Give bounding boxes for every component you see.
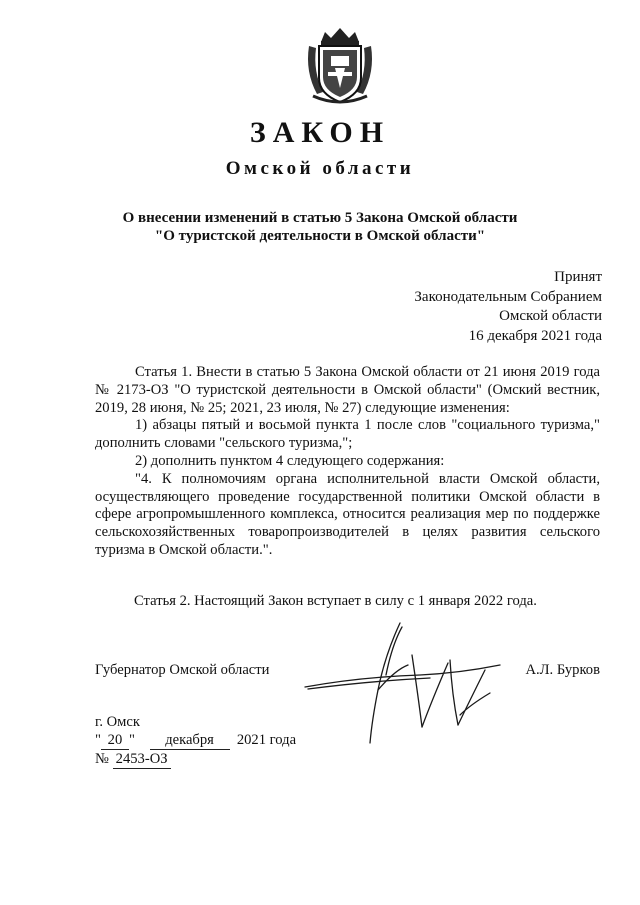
document-subtitle: Омской области: [225, 158, 415, 179]
coat-of-arms-emblem: [301, 22, 379, 106]
date-month: декабря: [150, 731, 230, 750]
law-subject-line-1: О внесении изменений в статью 5 Закона Омской области: [122, 210, 518, 226]
adopted-date: 16 декабря 2021 года: [468, 327, 602, 344]
adopted-by-line: Законодательным Собранием: [414, 288, 602, 305]
signing-date: " 20 " декабря 2021 года: [95, 732, 297, 748]
number-sign: №: [95, 751, 109, 767]
article-1-paragraph: Статья 1. Внести в статью 5 Закона Омской области от 21 июня 2019 года № 2173-ОЗ "О туристской деятельности в Омской области" (Омский вестник, 2019, 28 июня, № 25; 2021, 23 июля, № 27) следующие изменения:: [95, 364, 600, 416]
law-subject-line-2: "О туристской деятельности в Омской области": [154, 228, 486, 244]
law-number-value: 2453-ОЗ: [113, 750, 171, 769]
adopted-label: Принят: [554, 269, 602, 285]
governor-name: А.Л. Бурков: [525, 662, 600, 678]
date-year: 2021 года: [236, 732, 297, 748]
handwritten-signature: [300, 615, 510, 750]
article-2: Статья 2. Настоящий Закон вступает в силу с 1 января 2022 года.: [134, 593, 537, 609]
place-date-block: [95, 713, 296, 769]
amendment-item-1: 1) абзацы пятый и восьмой пункта 1 после слов "социального туризма," дополнить словами "сельского туризма,";: [95, 417, 600, 452]
article-1-body: [95, 364, 600, 560]
amendment-item-2: 2) дополнить пунктом 4 следующего содержания:: [135, 452, 445, 469]
date-day: 20: [101, 731, 129, 750]
adopted-region-line: Омской области: [499, 308, 602, 324]
governor-title: Губернатор Омской области: [95, 662, 270, 678]
law-subject: [60, 209, 580, 245]
new-clause-4: "4. К полномочиям органа исполнительной власти Омской области, осуществляющего проведение государственной политики Омской области в сфере агропромышленного комплекса, относится реализация мер по поддержке сельскохозяйственных товаропроизводителей в целях развития сельского туризма в Омской области.".: [95, 470, 600, 558]
city: г. Омск: [95, 714, 140, 730]
adoption-block: [414, 268, 602, 346]
document-title: ЗАКОН: [249, 116, 391, 149]
law-number: [95, 750, 296, 769]
